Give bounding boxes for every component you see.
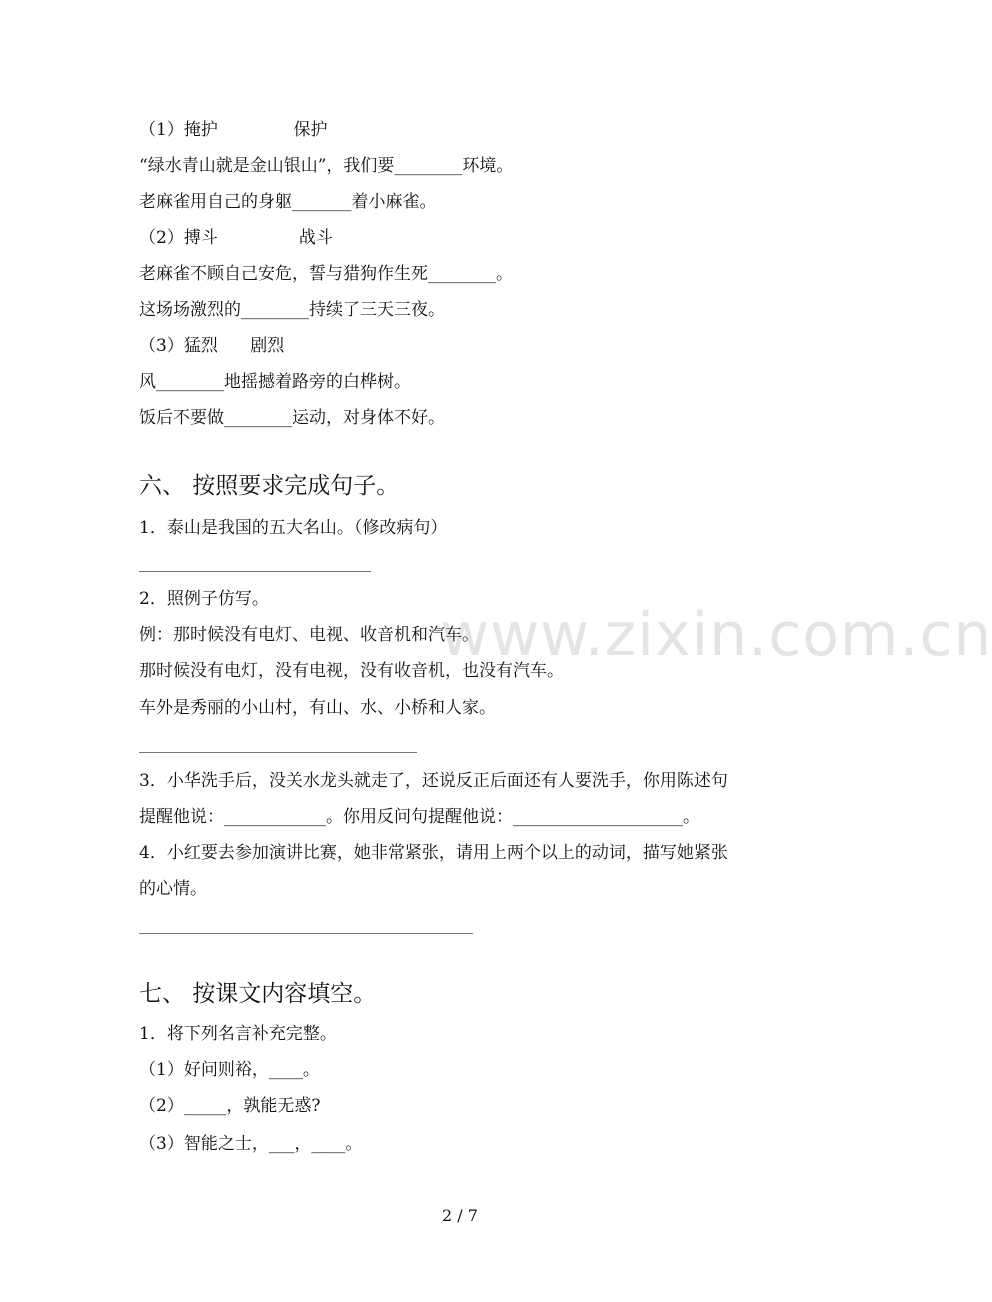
page-number: 2 / 7 bbox=[442, 1206, 478, 1225]
section-7-heading: 七、 按课文内容填空。 bbox=[139, 981, 377, 1007]
answer-line-1 bbox=[139, 571, 371, 572]
s6-question-4-line-a: 4．小红要去参加演讲比赛，她非常紧张，请用上两个以上的动词，描写她紧张 bbox=[139, 843, 728, 863]
s6-question-3-line-a: 3．小华洗手后，没关水龙头就走了，还说反正后面还有人要洗手，你用陈述句 bbox=[139, 771, 728, 791]
option-line-3: （3）猛烈 剧烈 bbox=[139, 336, 285, 356]
fill-line-3: 老麻雀不顾自己安危，誓与猎狗作生死________。 bbox=[139, 264, 513, 284]
answer-line-2 bbox=[139, 752, 417, 753]
s6-example-3: 车外是秀丽的小山村，有山、水、小桥和人家。 bbox=[139, 698, 496, 718]
fill-line-5: 风________地摇撼着路旁的白桦树。 bbox=[139, 372, 411, 392]
s7-item-1: （1）好问则裕，____。 bbox=[139, 1060, 320, 1080]
fill-line-4: 这场场激烈的________持续了三天三夜。 bbox=[139, 300, 445, 320]
fill-line-6: 饭后不要做________运动，对身体不好。 bbox=[139, 408, 445, 428]
s6-question-1: 1．泰山是我国的五大名山。（修改病句） bbox=[139, 518, 448, 538]
option-line-1: （1）掩护 保护 bbox=[139, 120, 328, 140]
section-6-heading: 六、 按照要求完成句子。 bbox=[139, 473, 400, 499]
s6-question-3-line-b: 提醒他说：____________。你用反问句提醒他说：____________________。 bbox=[139, 807, 700, 827]
fill-line-2: 老麻雀用自己的身躯_______着小麻雀。 bbox=[139, 192, 437, 212]
watermark: www.zixin.com.cn bbox=[440, 600, 992, 670]
option-line-2: （2）搏斗 战斗 bbox=[139, 228, 333, 248]
fill-line-1: “绿水青山就是金山银山”，我们要________环境。 bbox=[139, 156, 514, 176]
s6-example-1: 例：那时候没有电灯、电视、收音机和汽车。 bbox=[139, 625, 479, 645]
s6-question-2: 2．照例子仿写。 bbox=[139, 589, 269, 609]
s7-item-3: （3）智能之士，___，____。 bbox=[139, 1134, 363, 1154]
s7-question-1: 1．将下列名言补充完整。 bbox=[139, 1024, 337, 1044]
answer-line-3 bbox=[139, 933, 473, 934]
s6-question-4-line-b: 的心情。 bbox=[139, 879, 207, 899]
s7-item-2: （2）_____，孰能无惑? bbox=[139, 1096, 321, 1116]
s6-example-2: 那时候没有电灯，没有电视，没有收音机，也没有汽车。 bbox=[139, 661, 564, 681]
